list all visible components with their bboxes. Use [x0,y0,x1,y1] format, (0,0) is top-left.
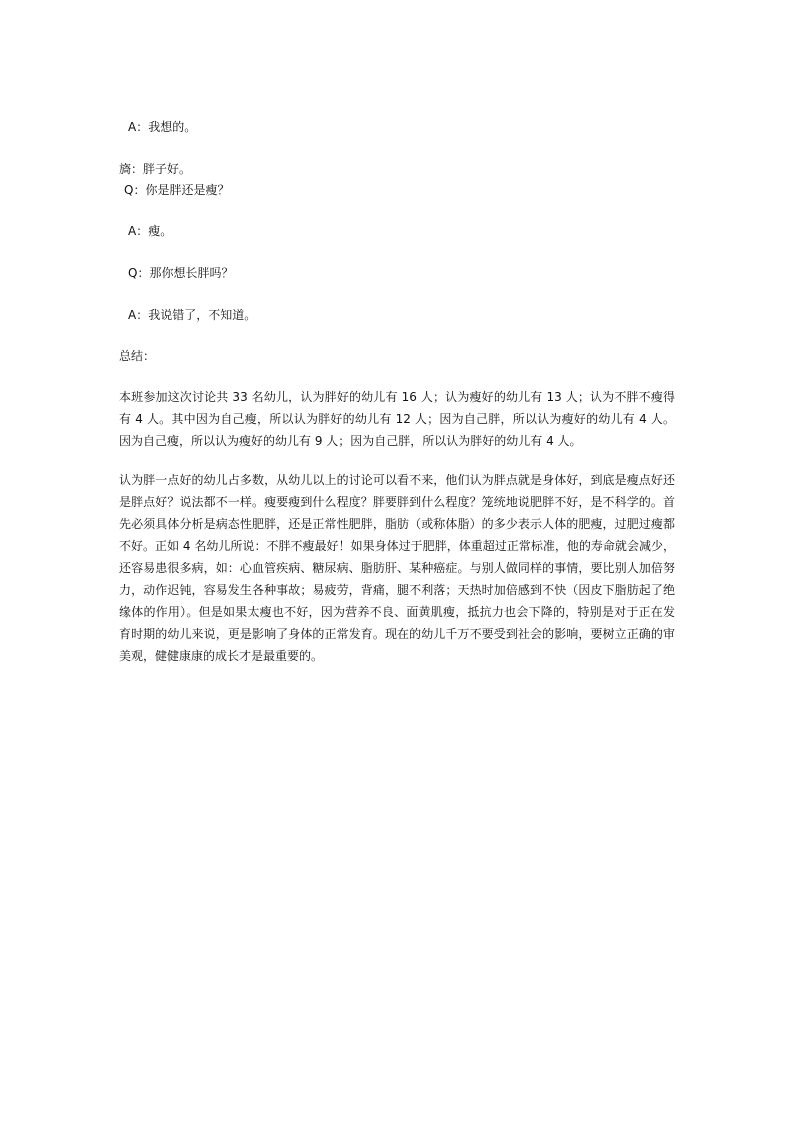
answer-line-3: A：我说错了，不知道。 [128,308,257,322]
speaker-line: 旖：胖子好。 [119,162,192,176]
question-line-2: Q：那你想长胖吗？ [128,266,234,280]
summary-paragraph-analysis: 认为胖一点好的幼儿占多数，从幼儿以上的讨论可以看不来，他们认为胖点就是身体好，到底是瘦点好还是胖点好？说法都不一样。瘦要瘦到什么程度？胖要胖到什么程度？笼统地说肥胖不好，是不科学的。首先必须具体分析是病态性肥胖，还是正常性肥胖，脂肪（或称体脂）的多少表示人体的肥瘦，过肥过瘦都不好。正如 4 名幼儿所说：不胖不瘦最好！如果身体过于肥胖，体重超过正常标准，他的寿命就会减少，还容易患很多病，如：心血管疾病、糖尿病、脂肪肝、某种癌症。与别人做同样的事情，要比别人加倍努力，动作迟钝，容易发生各种事故；易疲劳，背痛，腿不利落；天热时加倍感到不快（因皮下脂肪起了绝缘体的作用）。但是如果太瘦也不好，因为营养不良、面黄肌瘦，抵抗力也会下降的，特别是对于正在发育时期的幼儿来说，更是影响了身体的正常发育。现在的幼儿千万不要受到社会的影响，要树立正确的审美观，健健康康的成长才是最重要的。 [119,473,675,663]
answer-line-2: A：瘦。 [128,224,173,238]
summary-paragraph-statistics: 本班参加这次讨论共 33 名幼儿，认为胖好的幼儿有 16 人；认为瘦好的幼儿有 13 人；认为不胖不瘦得有 4 人。其中因为自己瘦，所以认为胖好的幼儿有 12 人；因为自己胖，所以认为瘦好的幼儿有 4 人。因为自己瘦，所以认为瘦好的幼儿有 9 人；因为自己胖，所以认为胖好的幼儿有 4 人。 [119,390,675,448]
question-line-1: Q：你是胖还是瘦？ [124,183,230,197]
summary-heading: 总结： [119,349,156,363]
answer-line-1: A：我想的。 [128,120,197,134]
